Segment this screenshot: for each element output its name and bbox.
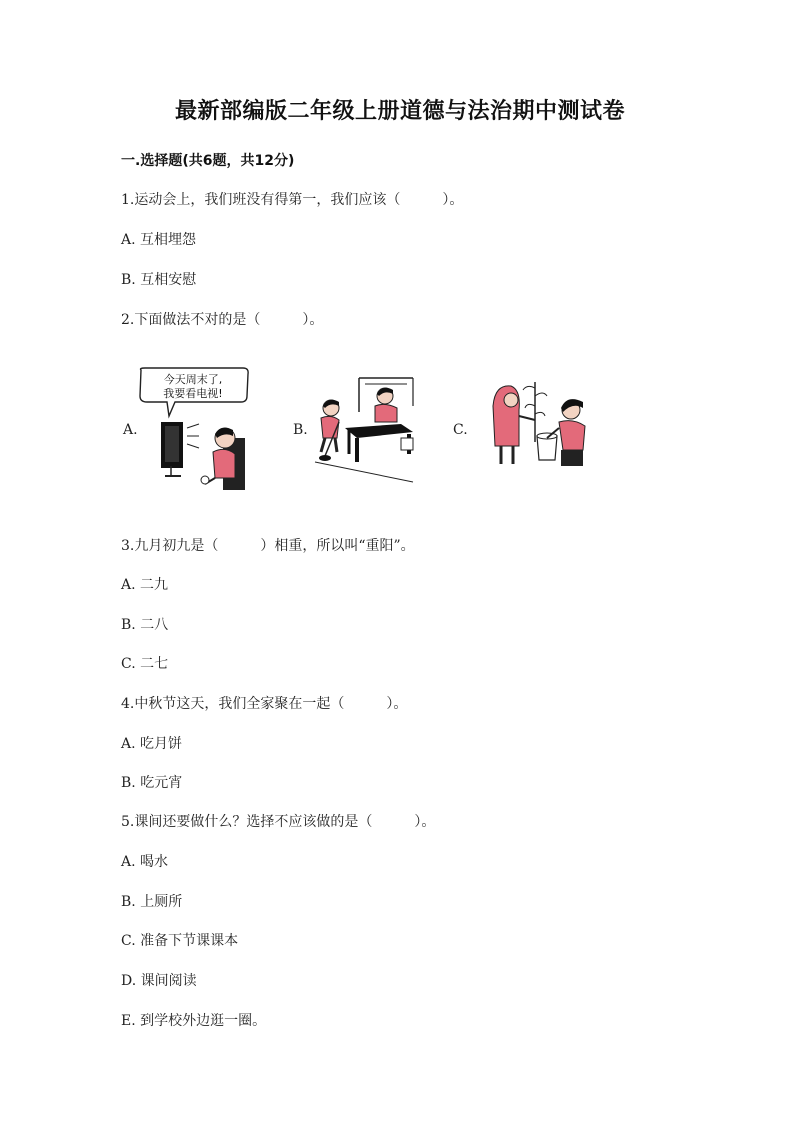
question-2-picture-options [121,362,468,492]
question-1-stem: 1.运动会上，我们班没有得第一，我们应该（ ）。 [121,192,464,208]
question-5-option-c: C. 准备下节课课本 [121,933,239,949]
question-2-stem: 2.下面做法不对的是（ ）。 [121,312,324,328]
section-heading: 一.选择题(共6题，共12分) [121,153,295,169]
question-4-option-b: B. 吃元宵 [121,775,183,791]
question-3-option-c: C. 二七 [121,656,169,672]
question-4-option-a: A. 吃月饼 [121,736,183,752]
page-title: 最新部编版二年级上册道德与法治期中测试卷 [174,99,625,124]
question-3-stem: 3.九月初九是（ ）相重，所以叫“重阳”。 [121,538,415,554]
cleaning-illustration [305,372,417,484]
question-1-option-b: B. 互相安慰 [121,272,197,288]
question-2-option-a-label: A. [123,422,138,438]
question-4-stem: 4.中秋节这天，我们全家聚在一起（ ）。 [121,696,408,712]
question-2-option-b-label: B. [293,422,308,438]
question-1-option-a: A. 互相埋怨 [121,232,197,248]
question-5-option-a: A. 喝水 [121,854,169,870]
question-5-option-e: E. 到学校外边逛一圈。 [121,1013,267,1029]
question-5-stem: 5.课间还要做什么？选择不应该做的是（ ）。 [121,814,436,830]
question-3-option-b: B. 二八 [121,617,169,633]
question-2-option-c-label: C. [453,422,468,438]
tree-planting-illustration [489,376,601,472]
speech-bubble-line-1: 今天周末了, [163,373,223,386]
question-5-option-b: B. 上厕所 [121,894,183,910]
tv-watching-illustration [135,366,255,490]
question-5-option-d: D. 课间阅读 [121,973,197,989]
question-3-option-a: A. 二九 [121,577,169,593]
speech-bubble-line-2: 我要看电视! [163,387,223,400]
